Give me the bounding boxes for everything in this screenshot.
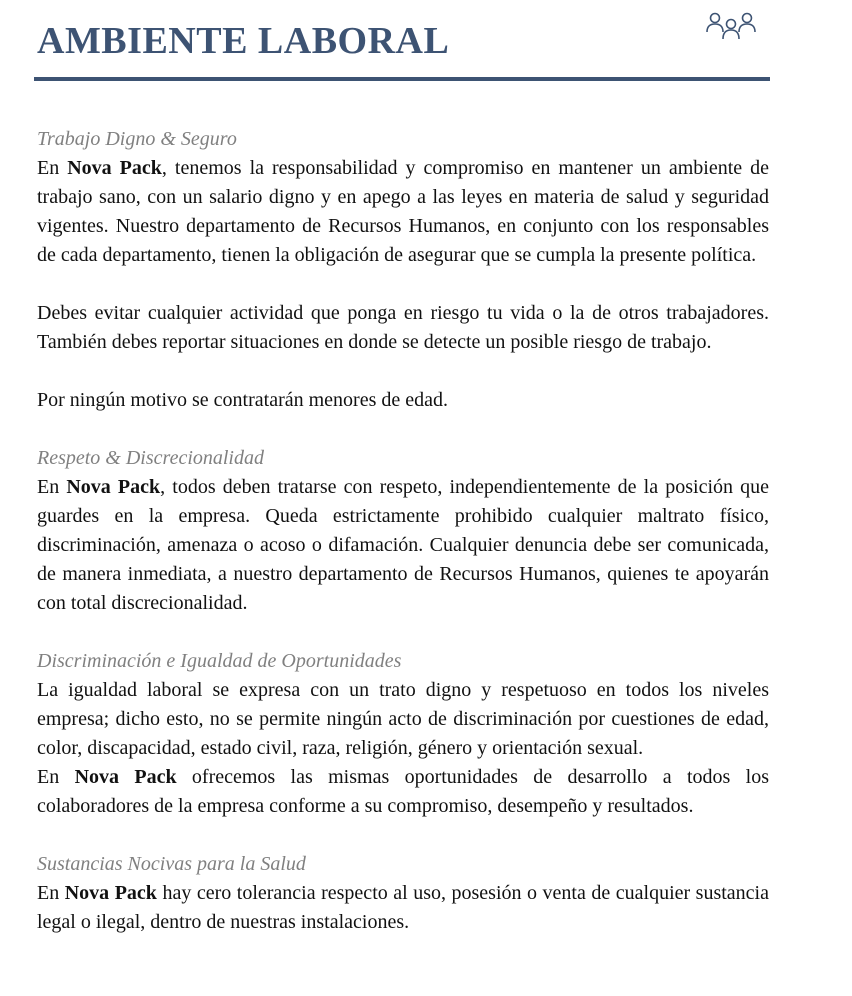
section-heading: Sustancias Nocivas para la Salud: [37, 853, 306, 875]
section-sustancias: [37, 850, 769, 937]
brand-name: Nova Pack: [66, 476, 161, 498]
section-discriminacion: [37, 647, 769, 821]
paragraph: Debes evitar cualquier actividad que ponga en riesgo tu vida o la de otros trabajadores. También debes reportar situaciones en donde se detecte un posible riesgo de trabajo.: [37, 302, 769, 353]
section-trabajo-digno: [37, 125, 769, 415]
section-respeto: [37, 444, 769, 618]
text: En: [37, 882, 65, 904]
text: ofrecemos las mismas oportunidades de desarrollo a todos los colaboradores de la empresa conforme a su compromiso, desempeño y resultados.: [37, 766, 769, 817]
paragraph: [37, 879, 769, 937]
text: En: [37, 476, 67, 498]
people-group-icon: [705, 9, 757, 41]
text: , todos deben tratarse con respeto, independientemente de la posición que guardes en la empresa. Queda estrictamente prohibido cualquier maltrato físico, discriminación, amenaza o acoso o difamación. Cualquier denuncia debe ser comunicada, de manera inmediata, a nuestro departamento de Recursos Humanos, quienes te apoyarán con total discrecionalidad.: [37, 476, 770, 614]
brand-name: Nova Pack: [67, 157, 162, 179]
section-heading: Respeto & Discrecionalidad: [37, 447, 264, 469]
text: En: [37, 766, 75, 788]
paragraph: Por ningún motivo se contratarán menores de edad.: [37, 389, 448, 411]
section-heading: Discriminación e Igualdad de Oportunidades: [37, 650, 402, 672]
text: hay cero tolerancia respecto al uso, posesión o venta de cualquier sustancia legal o ilegal, dentro de nuestras instalaciones.: [37, 882, 769, 933]
paragraph: [37, 763, 769, 821]
document-body: [37, 125, 769, 937]
text: , tenemos la responsabilidad y compromiso en mantener un ambiente de trabajo sano, con un salario digno y en apego a las leyes en materia de salud y seguridad vigentes. Nuestro departamento de Recursos Humanos, en conjunto con los responsables de cada departamento, tienen la obligación de asegurar que se cumpla la presente política.: [37, 157, 770, 266]
paragraph: [37, 473, 769, 618]
section-heading: Trabajo Digno & Seguro: [37, 128, 237, 150]
paragraph: [37, 154, 769, 270]
brand-name: Nova Pack: [74, 766, 177, 788]
brand-name: Nova Pack: [64, 882, 157, 904]
page-title: AMBIENTE LABORAL: [37, 20, 450, 62]
paragraph: La igualdad laboral se expresa con un trato digno y respetuoso en todos los niveles empresa; dicho esto, no se permite ningún acto de discriminación por cuestiones de edad, color, discapacidad, estado civil, raza, religión, género y orientación sexual.: [37, 679, 769, 759]
text: En: [37, 157, 68, 179]
title-divider: [34, 77, 770, 81]
